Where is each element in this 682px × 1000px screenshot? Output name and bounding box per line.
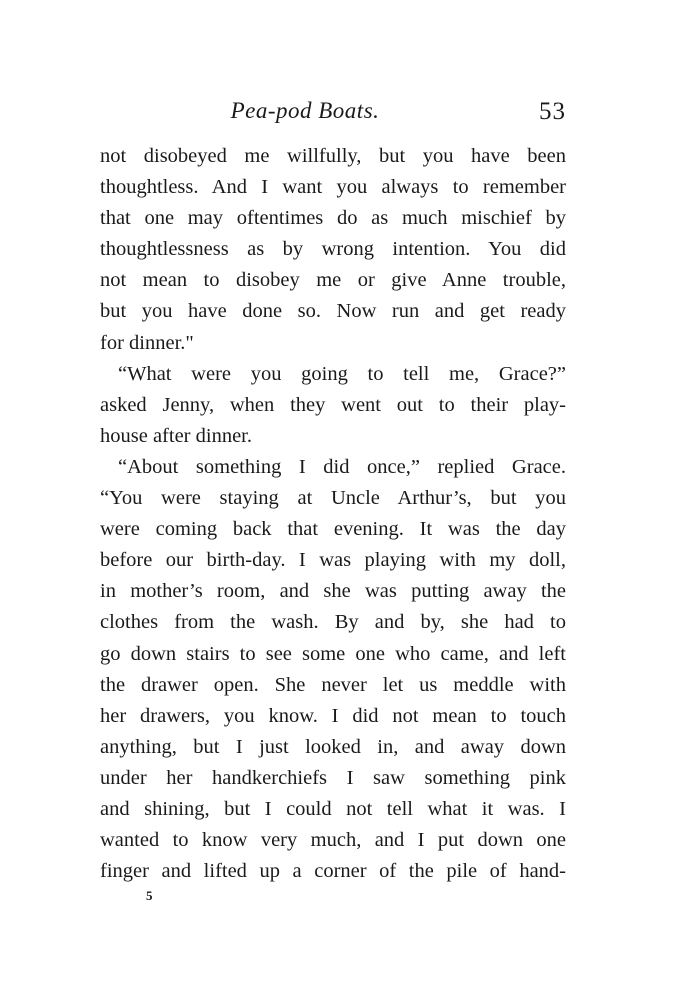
text-line: were coming back that evening. It was the day — [100, 518, 566, 541]
text-line: anything, but I just looked in, and away down — [100, 735, 566, 758]
signature-mark: 5 — [146, 888, 157, 903]
text-line: not disobeyed me willfully, but you have been — [100, 145, 566, 167]
text-line: for dinner." — [100, 331, 194, 354]
text-line: asked Jenny, when they went out to their play- — [100, 393, 566, 416]
text-line: “What were you going to tell me, Grace?” — [118, 362, 566, 385]
text-line: thoughtlessness as by wrong intention. You did — [100, 238, 566, 261]
text-line: not mean to disobey me or give Anne trouble, — [100, 269, 566, 292]
text-line: “You were staying at Uncle Arthur’s, but you — [100, 487, 566, 510]
text-line: go down stairs to see some one who came, and left — [100, 642, 566, 665]
text-line: and shining, but I could not tell what it was. I — [100, 797, 566, 820]
text-line: the drawer open. She never let us meddle with — [100, 673, 566, 696]
text-line: finger and lifted up a corner of the pile of hand- — [100, 860, 566, 883]
text-line: but you have done so. Now run and get ready — [100, 300, 566, 323]
text-line: her drawers, you know. I did not mean to touch — [100, 704, 566, 727]
text-line: before our birth-day. I was playing with my doll, — [100, 549, 566, 572]
text-line: thoughtless. And I want you always to remember — [100, 176, 566, 199]
text-line: that one may oftentimes do as much mischief by — [100, 207, 566, 230]
running-title: Pea-pod Boats. — [230, 98, 380, 123]
text-line: wanted to know very much, and I put down one — [100, 829, 566, 852]
text-line: house after dinner. — [100, 424, 252, 447]
page-number: 53 — [539, 98, 566, 125]
text-line: clothes from the wash. By and by, she had to — [100, 611, 566, 634]
page-header — [100, 98, 570, 134]
body-text — [100, 141, 566, 887]
text-line: “About something I did once,” replied Grace. — [118, 455, 566, 478]
text-line: under her handkerchiefs I saw something pink — [100, 766, 566, 789]
text-line: in mother’s room, and she was putting away the — [100, 580, 566, 603]
